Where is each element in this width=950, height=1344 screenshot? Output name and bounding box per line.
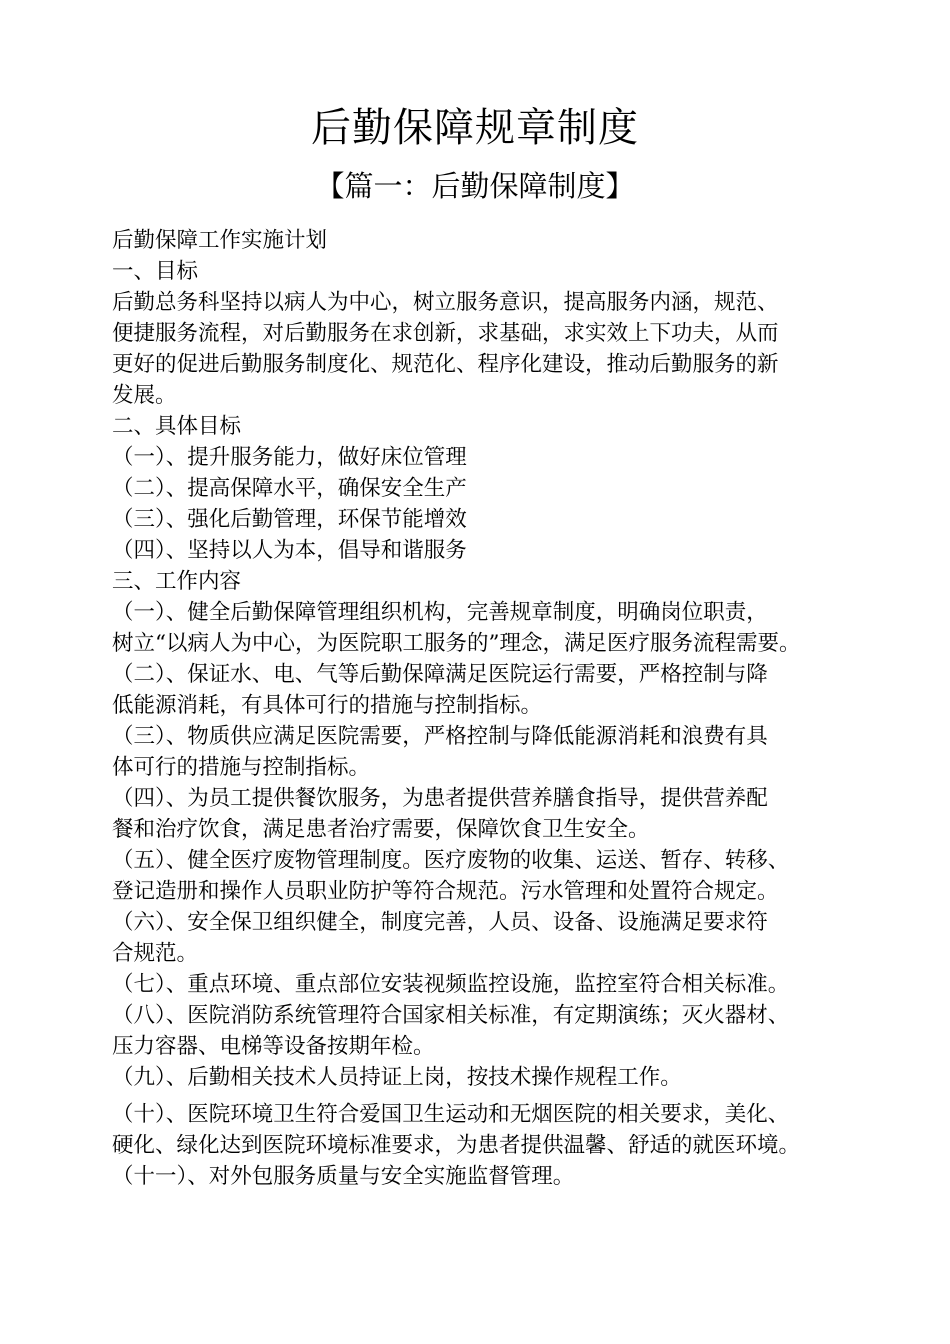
text-line: 登记造册和操作人员职业防护等符合规范。污水管理和处置符合规定。	[112, 879, 779, 904]
text-line: （七）、重点环境、重点部位安装视频监控设施，监控室符合相关标准。	[112, 972, 790, 997]
text-line: 体可行的措施与控制指标。	[112, 755, 371, 780]
text-line: （三）、强化后勤管理，环保节能增效	[112, 507, 467, 532]
document-body	[112, 225, 842, 1192]
text-line: 树立“以病人为中心，为医院职工服务的”理念，满足医疗服务流程需要。	[112, 631, 801, 656]
text-line: 后勤保障工作实施计划	[112, 228, 328, 253]
text-line: 发展。	[112, 383, 177, 408]
text-line: 便捷服务流程，对后勤服务在求创新，求基础，求实效上下功夫，从而	[112, 321, 779, 346]
document-title: 后勤保障规章制度	[311, 105, 639, 151]
text-line: 餐和治疗饮食，满足患者治疗需要，保障饮食卫生安全。	[112, 817, 650, 842]
text-line: 二、具体目标	[112, 414, 242, 439]
text-line: （一）、健全后勤保障管理组织机构，完善规章制度，明确岗位职责，	[112, 600, 768, 625]
text-line: （五）、健全医疗废物管理制度。医疗废物的收集、运送、暂存、转移、	[112, 848, 790, 873]
text-line: 低能源消耗，有具体可行的措施与控制指标。	[112, 693, 543, 718]
text-line: （十）、医院环境卫生符合爱国卫生运动和无烟医院的相关要求，美化、	[112, 1102, 790, 1127]
text-line: （三）、物质供应满足医院需要，严格控制与降低能源消耗和浪费有具	[112, 724, 768, 749]
text-line: 压力容器、电梯等设备按期年检。	[112, 1034, 435, 1059]
text-line: 合规范。	[112, 941, 199, 966]
text-line: （四）、坚持以人为本，倡导和谐服务	[112, 538, 467, 563]
text-line: （六）、安全保卫组织健全，制度完善，人员、设备、设施满足要求符	[112, 910, 768, 935]
text-line: （一）、提升服务能力，做好床位管理	[112, 445, 467, 470]
text-line: 后勤总务科坚持以病人为中心，树立服务意识，提高服务内涵，规范、	[112, 290, 779, 315]
text-line: 三、工作内容	[112, 569, 242, 594]
text-line: 硬化、绿化达到医院环境标准要求，为患者提供温馨、舒适的就医环境。	[112, 1133, 801, 1158]
text-line: 更好的促进后勤服务制度化、规范化、程序化建设，推动后勤服务的新	[112, 352, 779, 377]
text-line: （二）、保证水、电、气等后勤保障满足医院运行需要，严格控制与降	[112, 662, 768, 687]
text-line: （九）、后勤相关技术人员持证上岗，按技术操作规程工作。	[112, 1065, 682, 1090]
text-line: 一、目标	[112, 259, 199, 284]
text-line: （十一）、对外包服务质量与安全实施监督管理。	[112, 1164, 575, 1189]
text-line: （二）、提高保障水平，确保安全生产	[112, 476, 467, 501]
text-line: （八）、医院消防系统管理符合国家相关标准，有定期演练；灭火器材、	[112, 1003, 790, 1028]
text-line: （四）、为员工提供餐饮服务，为患者提供营养膳食指导，提供营养配	[112, 786, 768, 811]
section-heading: 【篇一：后勤保障制度】	[315, 169, 635, 203]
